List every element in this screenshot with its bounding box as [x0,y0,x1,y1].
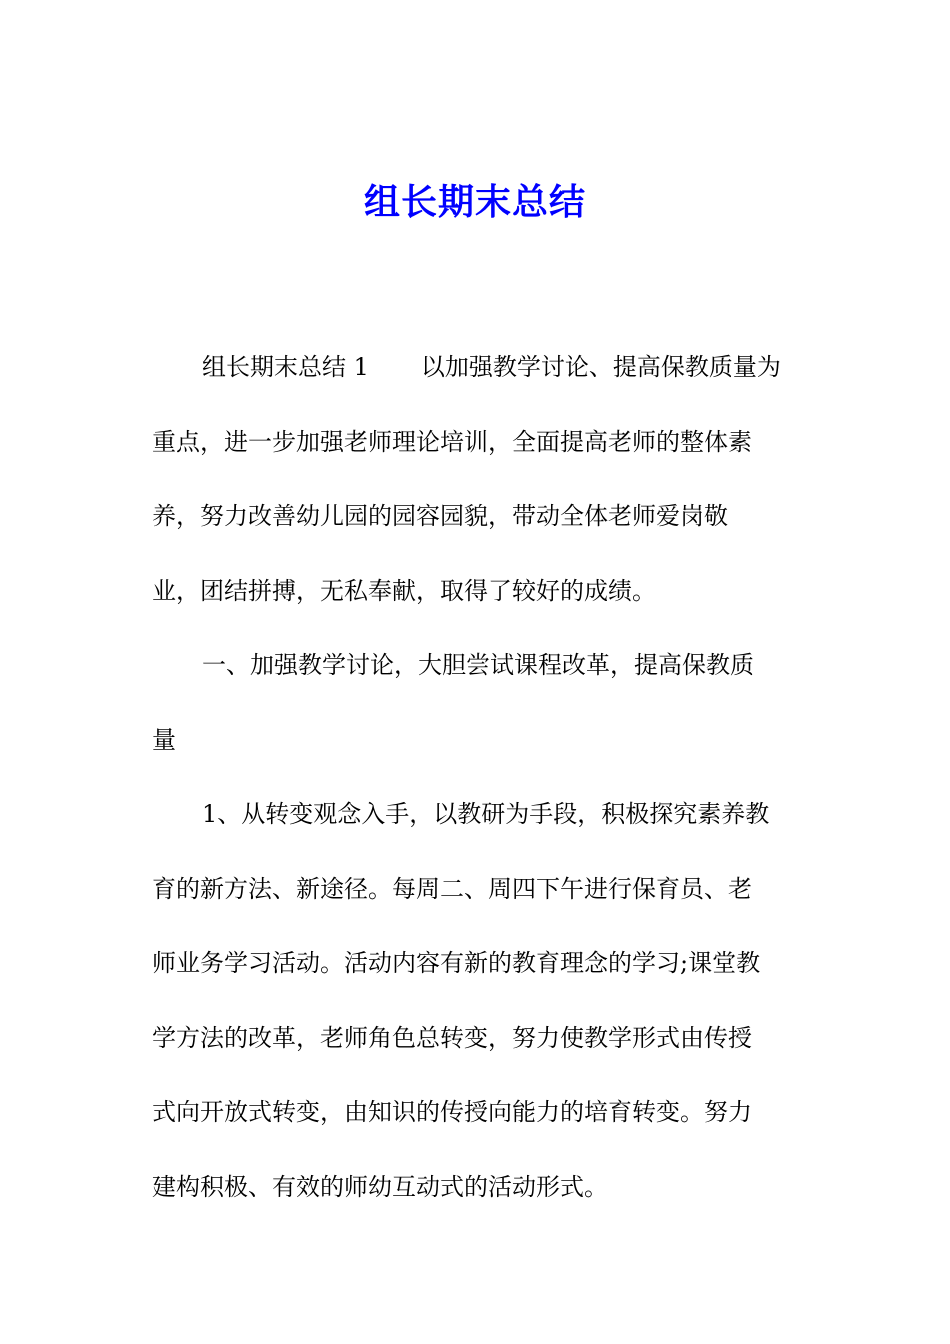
paragraph-1-lead: 组长期末总结 1 [202,353,369,381]
paragraph-3-line-5: 式向开放式转变，由知识的传授向能力的培育转变。努力 [152,1098,752,1126]
paragraph-1-line-3: 养，努力改善幼儿园的园容园貌，带动全体老师爱岗敬 [152,502,728,530]
paragraph-2-line-2: 量 [152,725,176,754]
paragraph-3-line-3: 师业务学习活动。活动内容有新的教育理念的学习;课堂教 [152,949,761,977]
paragraph-3 [152,777,812,1224]
paragraph-2 [152,628,812,777]
paragraph-1 [152,330,812,628]
paragraph-3-line-4: 学方法的改革，老师角色总转变，努力使教学形式由传授 [152,1023,752,1052]
paragraph-1-line-4: 业，团结拼搏，无私奉献，取得了较好的成绩。 [152,576,656,605]
paragraph-2-line-1: 一、加强教学讨论，大胆尝试课程改革，提高保教质 [202,651,754,679]
paragraph-1-line-2: 重点，进一步加强老师理论培训，全面提高老师的整体素 [152,427,752,456]
paragraph-3-line-2: 育的新方法、新途径。每周二、周四下午进行保育员、老 [152,874,752,903]
document-title: 组长期末总结 [363,181,586,223]
paragraph-1-line-1: 以加强教学讨论、提高保教质量为 [420,353,781,381]
document-body [152,330,812,1224]
paragraph-3-line-6: 建构积极、有效的师幼互动式的活动形式。 [152,1172,608,1201]
paragraph-3-line-1: 1、从转变观念入手，以教研为手段，积极探究素养教 [202,800,770,828]
